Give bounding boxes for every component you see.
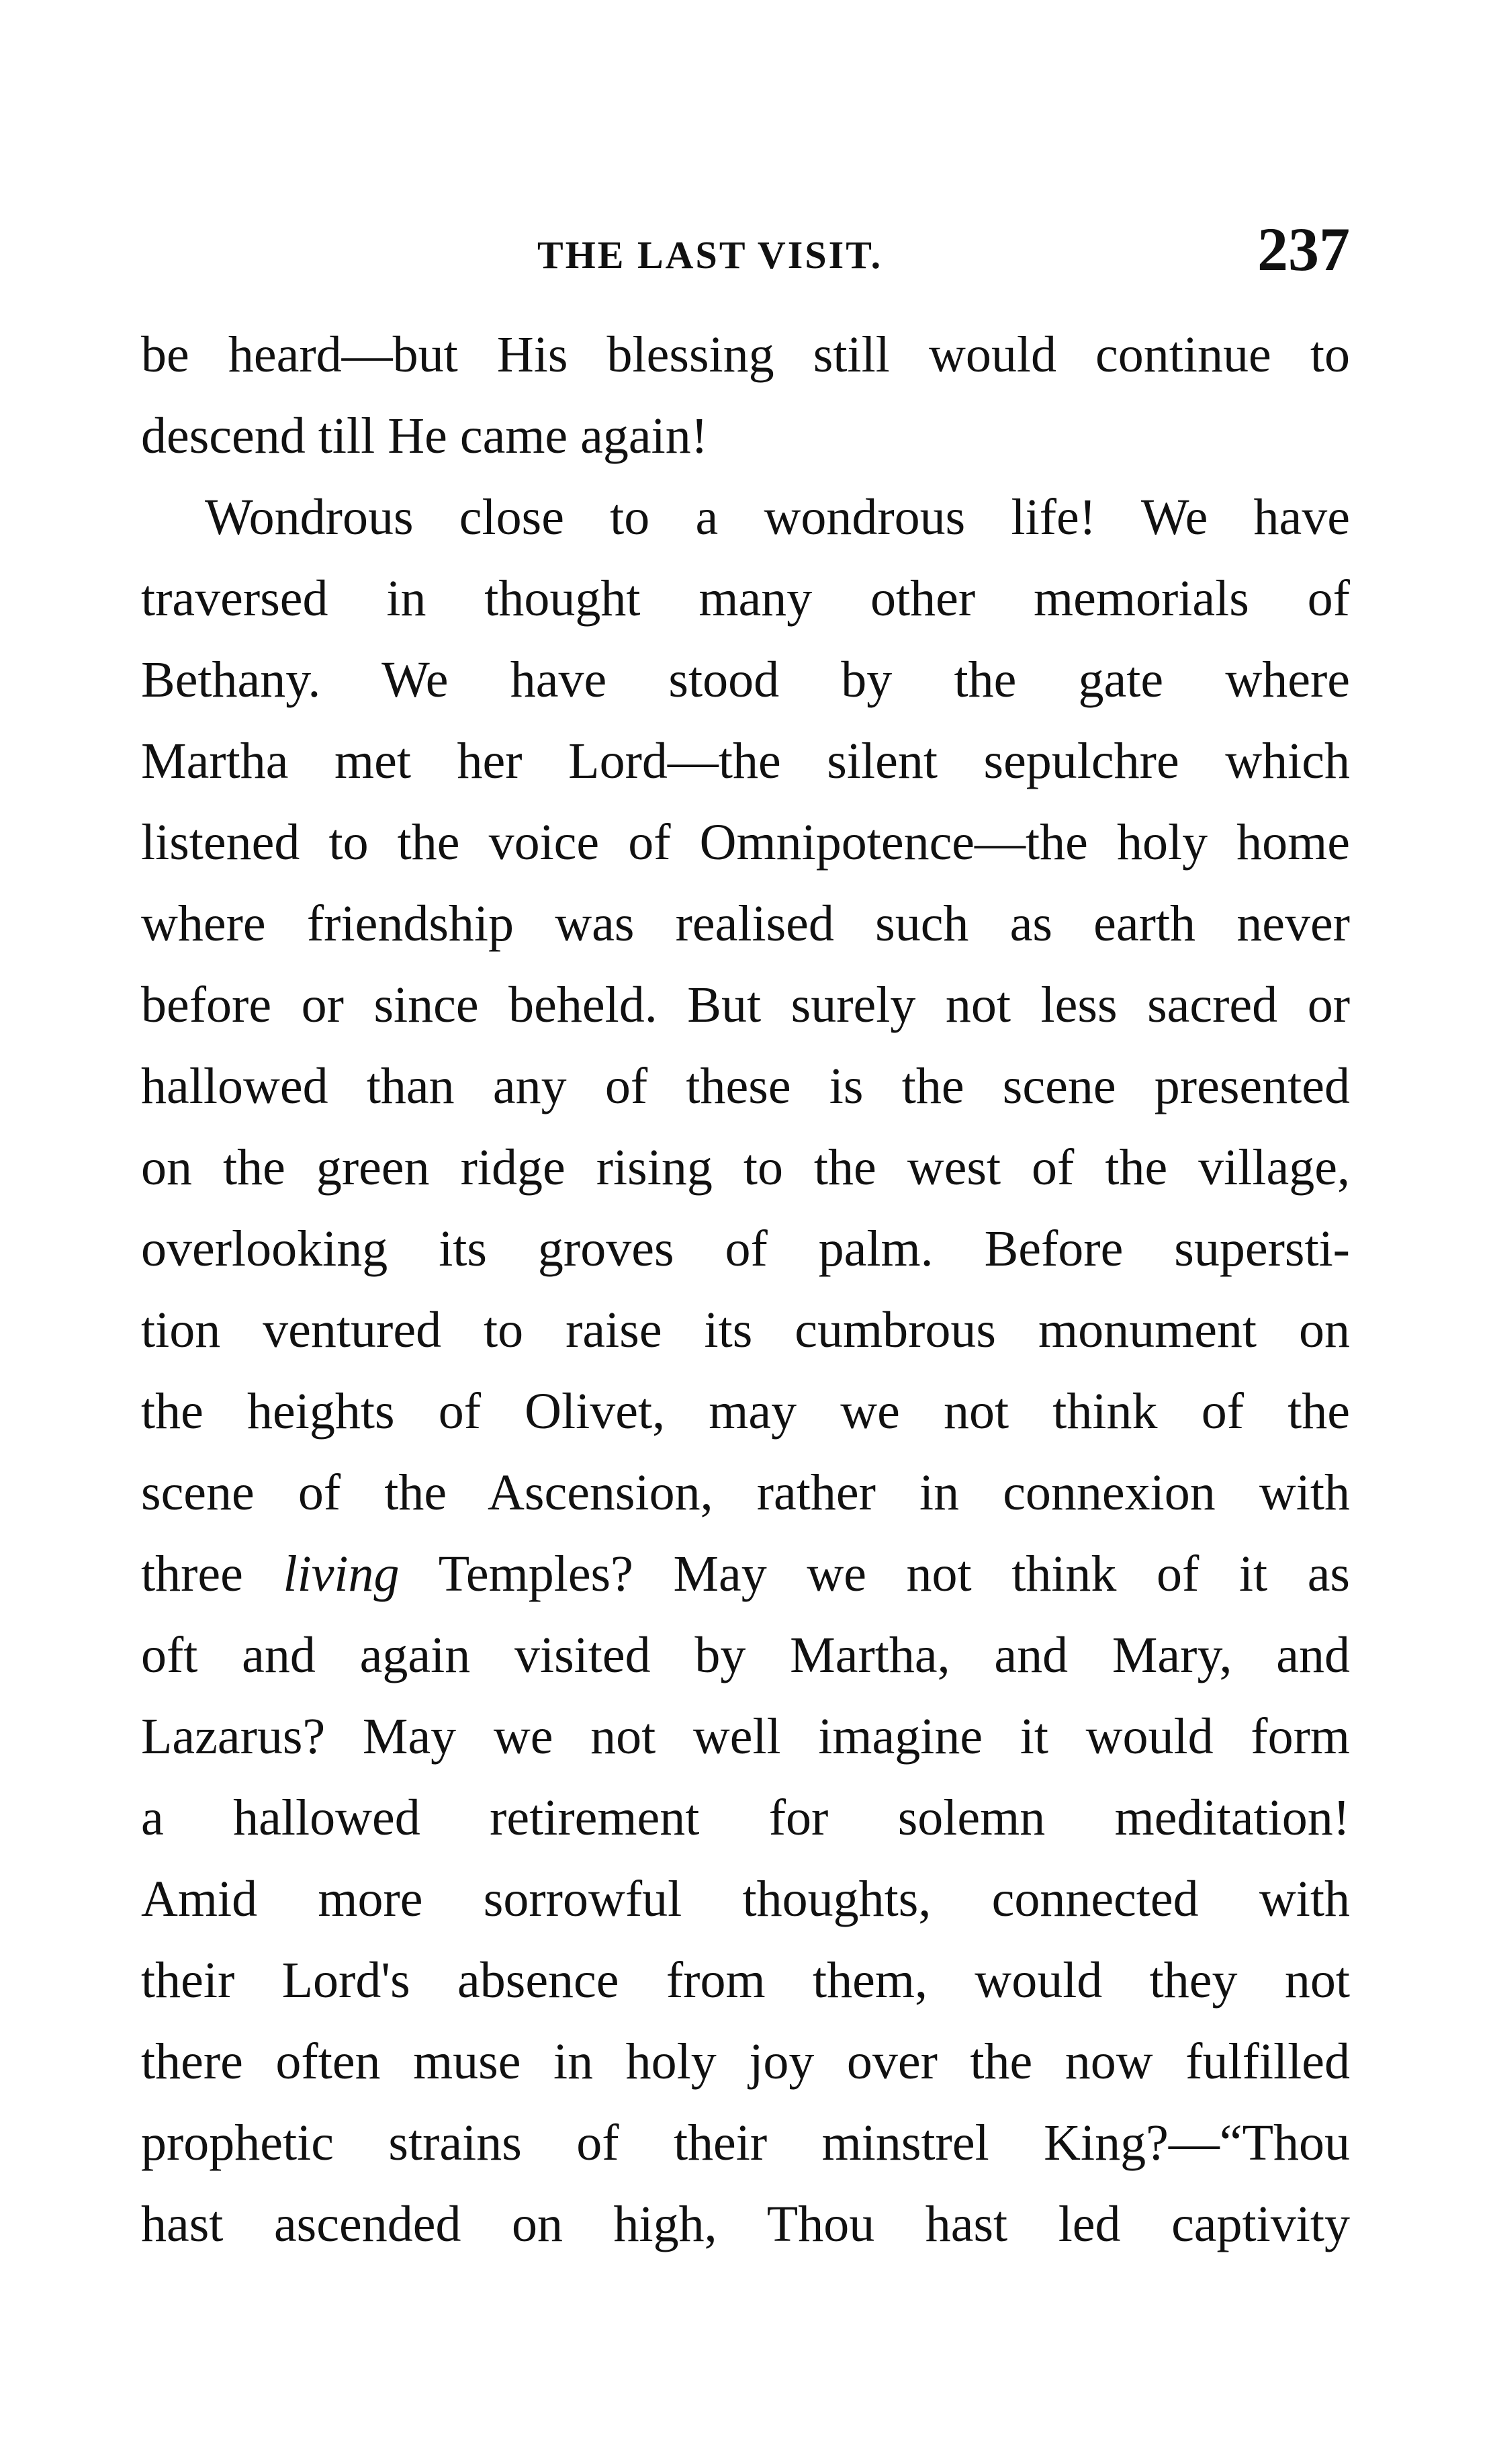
text-line: listened to the voice of Omnipotence—the holy home: [141, 814, 1350, 871]
text-line: the heights of Olivet, may we not think of the: [141, 1383, 1350, 1440]
text-line: tion ventured to raise its cumbrous monument on: [141, 1302, 1350, 1358]
text-line: be heard—but His blessing still would continue to: [141, 326, 1350, 383]
running-head: [134, 214, 1350, 294]
text-line: there often muse in holy joy over the now fulfilled: [141, 2033, 1350, 2090]
text-line-with-italic: [141, 1534, 1350, 1615]
text-line: before or since beheld. But surely not less sacred or: [141, 977, 1350, 1033]
text-line: Lazarus? May we not well imagine it would form: [141, 1708, 1350, 1765]
text-line: descend till He came again!: [141, 408, 709, 464]
text-line: on the green ridge rising to the west of the village,: [141, 1139, 1350, 1196]
italic-word: living: [283, 1546, 400, 1602]
text-line: oft and again visited by Martha, and Mary, and: [141, 1627, 1350, 1683]
text-line: a hallowed retirement for solemn meditation!: [141, 1790, 1350, 1846]
text-line: hallowed than any of these is the scene presented: [141, 1058, 1350, 1114]
text-line: prophetic strains of their minstrel King?—“Thou: [141, 2115, 1350, 2171]
body-text: [141, 314, 1350, 2265]
text-line: traversed in thought many other memorials of: [141, 570, 1350, 627]
text-fragment: three: [141, 1546, 283, 1602]
page-number: 237: [1257, 215, 1350, 283]
text-line: scene of the Ascension, rather in connexion with: [141, 1464, 1350, 1521]
text-line: overlooking its groves of palm. Before supersti-: [141, 1221, 1350, 1277]
text-line: Amid more sorrowful thoughts, connected with: [141, 1871, 1350, 1927]
running-title: THE LAST VISIT.: [537, 233, 883, 277]
text-line: hast ascended on high, Thou hast led captivity: [141, 2196, 1350, 2252]
text-line: their Lord's absence from them, would they not: [141, 1952, 1350, 2009]
text-fragment: Temples? May we not think of it as: [399, 1546, 1350, 1602]
text-line-paragraph-start: Wondrous close to a wondrous life! We have: [205, 489, 1350, 545]
text-line: Bethany. We have stood by the gate where: [141, 652, 1350, 708]
text-line: Martha met her Lord—the silent sepulchre which: [141, 733, 1350, 789]
text-line: where friendship was realised such as earth never: [141, 895, 1350, 952]
